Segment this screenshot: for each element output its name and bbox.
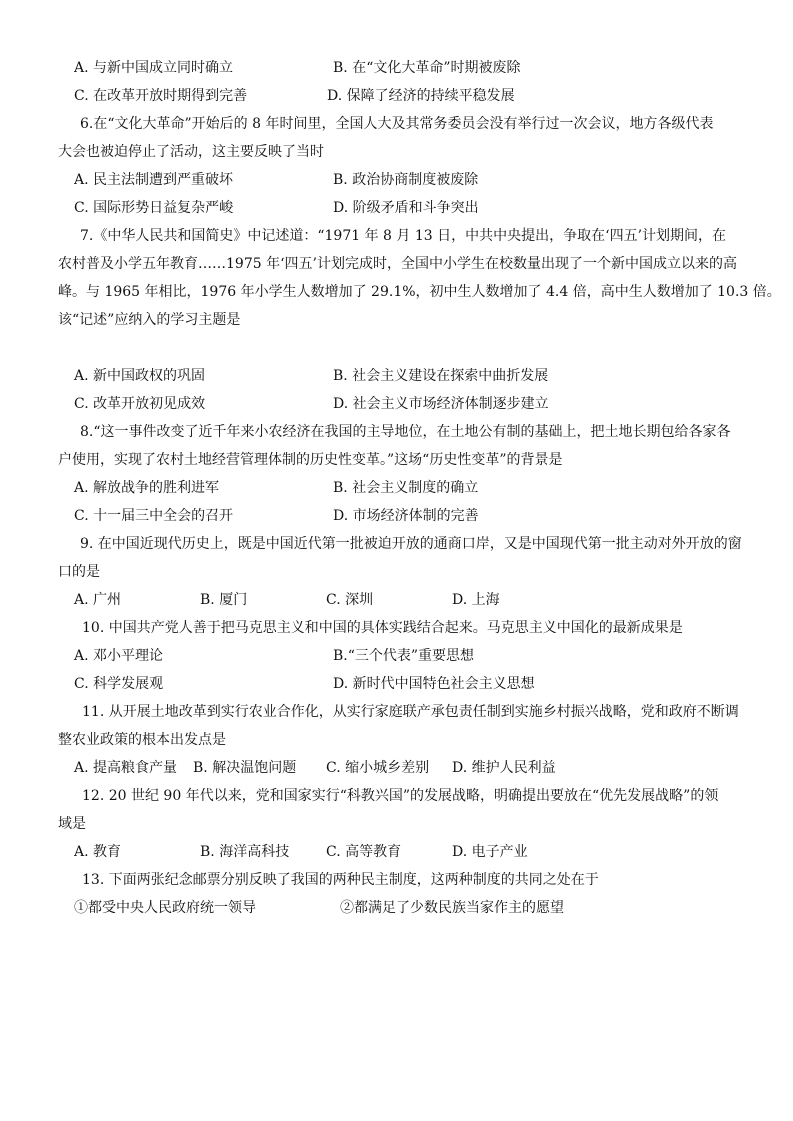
q7-option-d[interactable]: D. 社会主义市场经济体制逐步建立 xyxy=(333,396,549,412)
q8-option-a[interactable]: A. 解放战争的胜利进军 xyxy=(74,480,220,496)
q5-option-d[interactable]: D. 保障了经济的持续平稳发展 xyxy=(327,88,515,104)
q6-option-a[interactable]: A. 民主法制遭到严重破坏 xyxy=(74,172,234,188)
q11-stem-line-2: 整农业政策的根本出发点是 xyxy=(58,732,226,748)
q10-stem-line-1: 10. 中国共产党人善于把马克思主义和中国的具体实践结合起来。马克思主义中国化的最新成果是 xyxy=(82,620,683,636)
q9-option-d[interactable]: D. 上海 xyxy=(452,592,500,608)
q7-stem-line-1: 7.《中华人民共和国简史》中记述道：“1971 年 8 月 13 日，中共中央提出，争取在‘四五’计划期间，在 xyxy=(80,228,727,244)
q11-option-b[interactable]: B. 解决温饱问题 xyxy=(193,760,297,776)
q5-option-c[interactable]: C. 在改革开放时期得到完善 xyxy=(74,88,248,104)
q12-option-a[interactable]: A. 教育 xyxy=(74,844,122,860)
q12-stem-line-1: 12. 20 世纪 90 年代以来，党和国家实行“科教兴国”的发展战略，明确提出要放在“优先发展战略”的领 xyxy=(82,788,719,804)
q7-option-c[interactable]: C. 改革开放初见成效 xyxy=(74,396,206,412)
q10-option-c[interactable]: C. 科学发展观 xyxy=(74,676,164,692)
q8-option-c[interactable]: C. 十一届三中全会的召开 xyxy=(74,508,234,524)
q9-stem-line-2: 口的是 xyxy=(58,564,100,580)
q6-option-c[interactable]: C. 国际形势日益复杂严峻 xyxy=(74,200,234,216)
q6-stem-line-1: 6.在“文化大革命”开始后的 8 年时间里，全国人大及其常务委员会没有举行过一次会议，地方各级代表 xyxy=(80,116,714,132)
q9-stem-line-1: 9. 在中国近现代历史上，既是中国近代第一批被迫开放的通商口岸，又是中国现代第一批主动对外开放的窗 xyxy=(80,536,742,552)
q5-option-b[interactable]: B. 在“文化大革命”时期被废除 xyxy=(333,60,521,76)
q13-statement-2: ②都满足了少数民族当家作主的愿望 xyxy=(340,900,564,916)
q7-option-a[interactable]: A. 新中国政权的巩固 xyxy=(74,368,206,384)
q9-option-c[interactable]: C. 深圳 xyxy=(326,592,374,608)
q12-option-b[interactable]: B. 海洋高科技 xyxy=(200,844,290,860)
q12-option-c[interactable]: C. 高等教育 xyxy=(326,844,402,860)
q7-stem-line-4: 该“记述”应纳入的学习主题是 xyxy=(58,312,241,328)
q12-option-d[interactable]: D. 电子产业 xyxy=(452,844,528,860)
q13-statement-1: ①都受中央人民政府统一领导 xyxy=(74,900,256,916)
q6-option-d[interactable]: D. 阶级矛盾和斗争突出 xyxy=(333,200,479,216)
q8-option-d[interactable]: D. 市场经济体制的完善 xyxy=(333,508,479,524)
q10-option-d[interactable]: D. 新时代中国特色社会主义思想 xyxy=(333,676,535,692)
q11-option-a[interactable]: A. 提高粮食产量 xyxy=(74,760,178,776)
q7-option-b[interactable]: B. 社会主义建设在探索中曲折发展 xyxy=(333,368,549,384)
q11-option-c[interactable]: C. 缩小城乡差别 xyxy=(326,760,430,776)
q10-option-b[interactable]: B.“三个代表”重要思想 xyxy=(333,648,475,664)
q11-stem-line-1: 11. 从开展土地改革到实行农业合作化，从实行家庭联产承包责任制到实施乡村振兴战略，党和政府不断调 xyxy=(82,704,739,720)
q9-option-b[interactable]: B. 厦门 xyxy=(200,592,248,608)
q5-option-a[interactable]: A. 与新中国成立同时确立 xyxy=(74,60,234,76)
q6-stem-line-2: 大会也被迫停止了活动，这主要反映了当时 xyxy=(58,144,324,160)
q8-stem-line-1: 8.“这一事件改变了近千年来小农经济在我国的主导地位，在土地公有制的基础上，把土地长期包给各家各 xyxy=(80,424,731,440)
q8-stem-line-2: 户使用，实现了农村土地经营管理体制的历史性变革。”这场“历史性变革”的背景是 xyxy=(58,452,563,468)
q7-stem-line-2: 农村普及小学五年教育……1975 年‘四五’计划完成时，全国中小学生在校数量出现了一个新中国成立以来的高 xyxy=(58,256,737,272)
q6-option-b[interactable]: B. 政治协商制度被废除 xyxy=(333,172,479,188)
q8-option-b[interactable]: B. 社会主义制度的确立 xyxy=(333,480,479,496)
q7-stem-line-3: 峰。与 1965 年相比，1976 年小学生人数增加了 29.1%，初中生人数增加了 4.4 倍，高中生人数增加了 10.3 倍。 xyxy=(58,284,781,300)
q12-stem-line-2: 域是 xyxy=(58,816,86,832)
q11-option-d[interactable]: D. 维护人民利益 xyxy=(452,760,556,776)
q9-option-a[interactable]: A. 广州 xyxy=(74,592,122,608)
q13-stem-line-1: 13. 下面两张纪念邮票分别反映了我国的两种民主制度，这两种制度的共同之处在于 xyxy=(82,872,599,888)
q10-option-a[interactable]: A. 邓小平理论 xyxy=(74,648,164,664)
